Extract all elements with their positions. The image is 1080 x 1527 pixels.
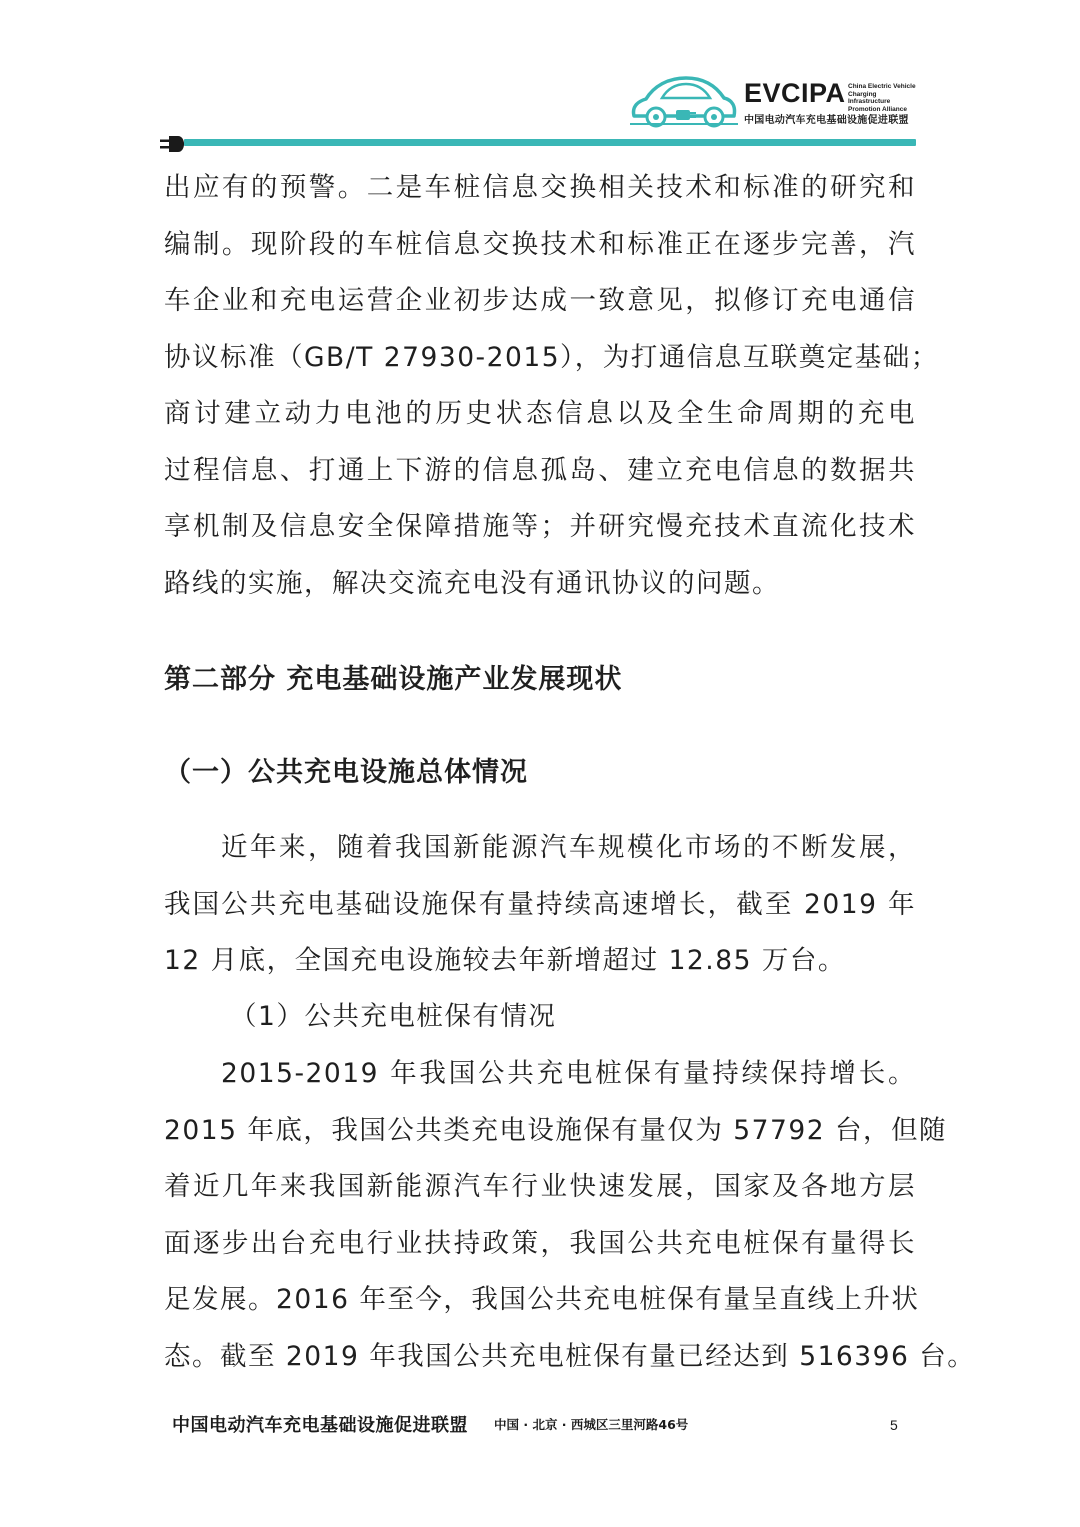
text-line: 编制。现阶段的车桩信息交换技术和标准正在逐步完善，汽 (164, 228, 916, 260)
subsection-heading: （一）公共充电设施总体情况 (164, 757, 528, 788)
text-line: 近年来，随着我国新能源汽车规模化市场的不断发展， (221, 832, 916, 863)
text-line: 2015-2019 年我国公共充电桩保有量持续保持增长。 (221, 1058, 916, 1089)
text-line: 着近几年来我国新能源汽车行业快速发展，国家及各地方层 (164, 1171, 916, 1202)
logo-english-name: China Electric Vehicle Charging Infrastructure Promotion Alliance (848, 83, 916, 113)
text-line: 我国公共充电基础设施保有量持续高速增长，截至 2019 年 (164, 888, 916, 920)
text-line: 足发展。2016 年至今，我国公共充电桩保有量呈直线上升状 (164, 1284, 920, 1315)
footer-address: 中国 · 北京 · 西城区三里河路46号 (494, 1417, 689, 1432)
text-line: 2015 年底，我国公共类充电设施保有量仅为 57792 台，但随 (164, 1114, 948, 1146)
text-line: 车企业和充电运营企业初步达成一致意见，拟修订充电通信 (164, 285, 916, 316)
text-line: 协议标准（GB/T 27930-2015），为打通信息互联奠定基础； (164, 341, 939, 373)
section-heading: 第二部分 充电基础设施产业发展现状 (164, 664, 623, 695)
footer-organization: 中国电动汽车充电基础设施促进联盟 (172, 1415, 468, 1436)
paragraph-2 (164, 820, 916, 990)
paragraph-3 (164, 1046, 976, 1385)
text-line: 12 月底，全国充电设施较去年新增超过 12.85 万台。 (164, 945, 846, 976)
page-number: 5 (890, 1417, 898, 1433)
logo-acronym: EVCIPA (744, 78, 846, 108)
text-line: 面逐步出台充电行业扶持政策，我国公共充电桩保有量得长 (164, 1227, 916, 1259)
brand-logo (744, 78, 934, 128)
header-rule (184, 139, 916, 146)
logo-chinese-name: 中国电动汽车充电基础设施促进联盟 (744, 115, 909, 126)
text-line: 路线的实施，解决交流充电没有通讯协议的问题。 (164, 567, 780, 599)
page-header (0, 0, 1080, 160)
electric-car-icon (628, 72, 740, 130)
text-line: 出应有的预警。二是车桩信息交换相关技术和标准的研究和 (164, 172, 916, 203)
paragraph-1 (164, 160, 939, 612)
text-line: 享机制及信息安全保障措施等；并研究慢充技术直流化技术 (164, 511, 916, 542)
item-heading: （1）公共充电桩保有情况 (230, 1001, 557, 1032)
text-line: 过程信息、打通上下游的信息孤岛、建立充电信息的数据共 (164, 454, 916, 486)
text-line: 商讨建立动力电池的历史状态信息以及全生命周期的充电 (164, 398, 916, 429)
item-heading-block (164, 989, 916, 1046)
text-line: 态。截至 2019 年我国公共充电桩保有量已经达到 516396 台。 (164, 1340, 976, 1372)
